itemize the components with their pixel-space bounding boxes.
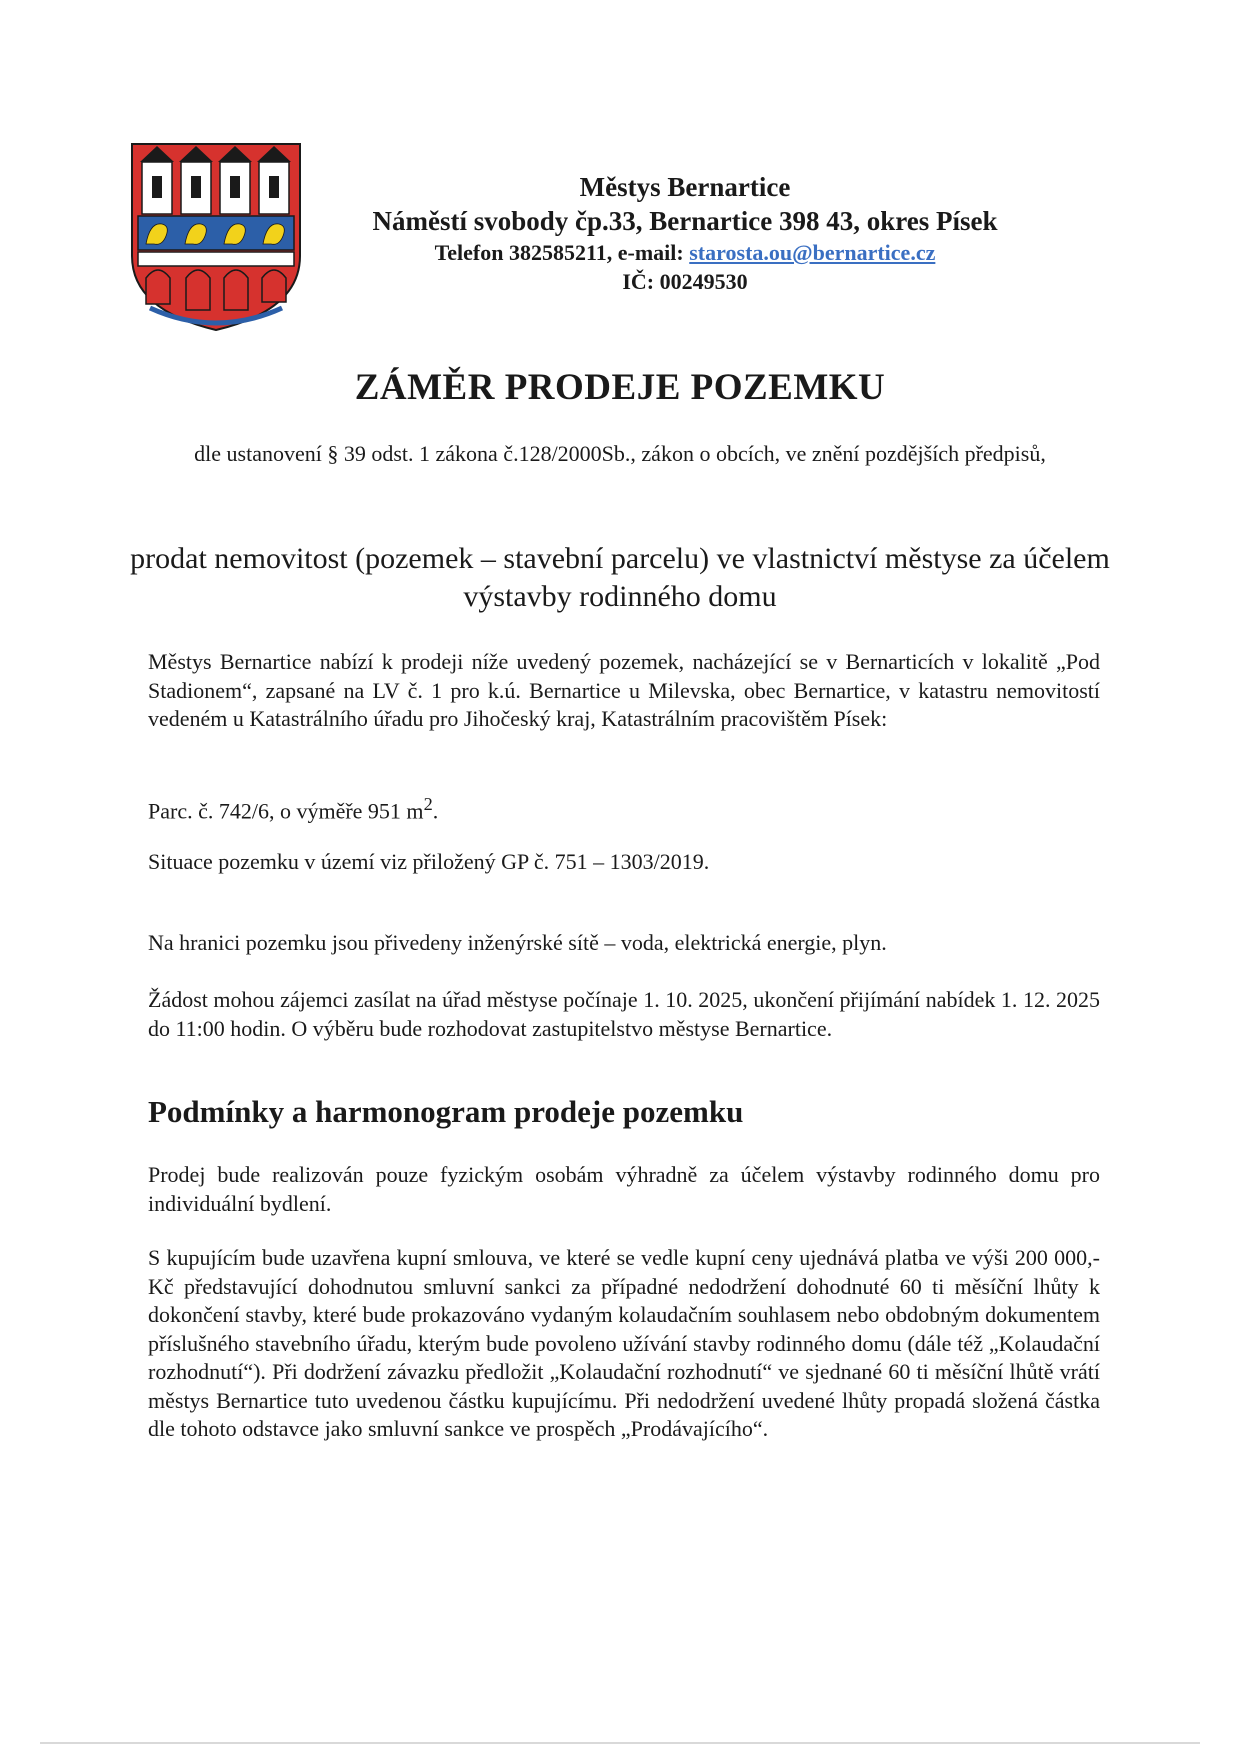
application-paragraph: Žádost mohou zájemci zasílat na úřad městyse počínaje 1. 10. 2025, ukončení přijímání nabídek 1. 12. 2025 do 11:00 hodin. O výběru bude rozhodovat zastupitelstvo městyse Bernartice. (148, 987, 1100, 1041)
parcel-paragraph (148, 790, 1100, 826)
coat-of-arms-icon (128, 138, 304, 333)
parcel-end: . (432, 798, 439, 824)
utilities-paragraph: Na hranici pozemku jsou přivedeny inženýrské sítě – voda, elektrická energie, plyn. (148, 930, 887, 955)
municipality-address: Náměstí svobody čp.33, Bernartice 398 43, okres Písek (372, 206, 998, 236)
company-id: IČ: 00249530 (622, 269, 748, 294)
letterhead (340, 170, 1030, 296)
page-bottom-divider (40, 1742, 1200, 1744)
offer-paragraph: Městys Bernartice nabízí k prodeji níže uvedený pozemek, nacházející se v Bernarticích v lokalitě „Pod Stadionem“, zapsané na LV č. 1 pro k.ú. Bernartice u Milevska, obec Bernartice, v katastru nemovitostí vedeném u Katastrálního úřadu pro Jihočeský kraj, Katastrálním pracovištěm Písek: (148, 649, 1100, 731)
conditions-paragraph-1: Prodej bude realizován pouze fyzickým osobám výhradně za účelem výstavby rodinného domu pro individuální bydlení. (148, 1162, 1100, 1216)
document-title: ZÁMĚR PRODEJE POZEMKU (354, 367, 886, 408)
area-unit-superscript: 2 (423, 794, 433, 814)
legal-basis: dle ustanovení § 39 odst. 1 zákona č.128/2000Sb., zákon o obcích, ve znění pozdějších předpisů, (194, 441, 1046, 466)
phone-label: Telefon 382585211, e-mail: (434, 240, 690, 265)
document-subtitle: prodat nemovitost (pozemek – stavební parcelu) ve vlastnictví městyse za účelem výstavby rodinného domu (130, 542, 1110, 613)
contact-line (340, 238, 1030, 268)
email-link[interactable]: starosta.ou@bernartice.cz (689, 240, 936, 265)
section-heading: Podmínky a harmonogram prodeje pozemku (148, 1094, 744, 1129)
situation-paragraph: Situace pozemku v území viz přiložený GP č. 751 – 1303/2019. (148, 849, 710, 874)
municipality-name: Městys Bernartice (579, 172, 791, 202)
parcel-text: Parc. č. 742/6, o výměře 951 m (148, 798, 424, 824)
conditions-paragraph-2: S kupujícím bude uzavřena kupní smlouva, ve které se vedle kupní ceny ujednává platba ve výši 200 000,- Kč představující dohodnutou smluvní sankci za případné nedodržení dohodnuté 60 ti měsíční lhůty k dokončení stavby, které bude prokazováno vydaným kolaudačním souhlasem nebo obdobným dokumentem příslušného stavebního úřadu, kterým bude povoleno užívání stavby rodinného domu (dále též „Kolaudační rozhodnutí“). Při dodržení závazku předložit „Kolaudační rozhodnutí“ ve sjednané 60 ti měsíční lhůtě vrátí městys Bernartice tuto uvedenou částku kupujícímu. Při nedodržení uvedené lhůty propadá složená částka dle tohoto odstavce jako smluvní sankce ve prospěch „Prodávajícího“. (148, 1245, 1100, 1441)
